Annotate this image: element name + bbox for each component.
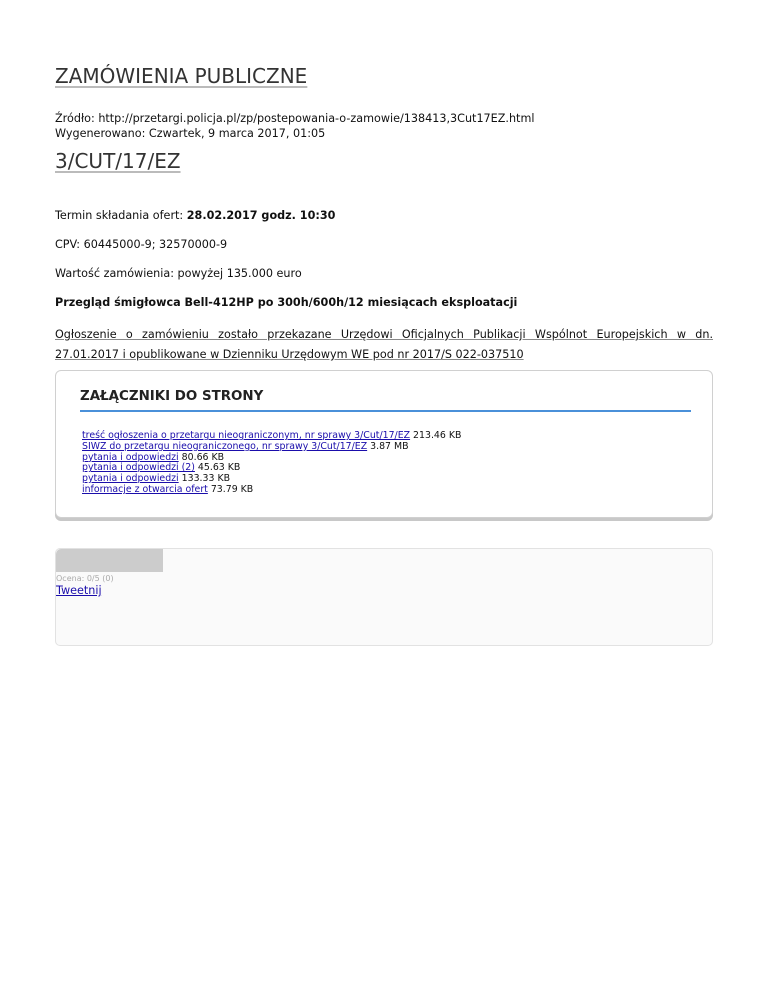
source-line: Źródło: http://przetargi.policja.pl/zp/postepowania-o-zamowie/138413,3Cut17EZ.html [55,112,535,125]
attachment-link[interactable]: pytania i odpowiedzi (2) [82,462,195,474]
tweet-link[interactable]: Tweetnij [56,584,102,597]
attachment-size: 45.63 KB [197,462,241,474]
cpv-line: CPV: 60445000-9; 32570000-9 [55,238,228,251]
generated-line: Wygenerowano: Czwartek, 9 marca 2017, 01:05 [55,127,326,140]
subject-line [55,296,517,309]
attachment-size: 73.79 KB [210,483,254,495]
attachment-link[interactable]: pytania i odpowiedzi [82,451,179,463]
publication-notice: Ogłoszenie o zamówieniu zostało przekazane Urzędowi Oficjalnych Publikacji Wspólnot Europejskich w dn. 27.01.2017 i opublikowane w Dzienniku Urzędowym WE pod nr 2017/S 022-037510 [55,328,713,361]
deadline-value: 28.02.2017 godz. 10:30 [186,209,336,222]
deadline-label: Termin składania ofert: [55,209,184,222]
rating-score: Ocena: 0/5 (0) [56,574,114,583]
attachment-link[interactable]: informacje z otwarcia ofert [82,483,208,495]
document-meta [55,111,534,141]
attachment-size: 133.33 KB [181,473,231,485]
deadline-line [55,209,335,222]
attachment-link[interactable]: SIWZ do przetargu nieograniczonego, nr sprawy 3/Cut/17/EZ [82,440,368,452]
attachment-size: 80.66 KB [181,451,225,463]
document-title: 3/CUT/17/EZ [55,149,181,173]
rating-stars-bar[interactable] [56,549,163,572]
attachments-divider [80,410,691,412]
attachment-size: 3.87 MB [370,440,409,452]
attachment-link[interactable]: pytania i odpowiedzi [82,473,179,485]
attachments-title: ZAŁĄCZNIKI DO STRONY [80,389,264,404]
rating-panel [55,548,713,646]
attachment-size: 213.46 KB [413,430,462,441]
attachment-item [82,485,461,496]
site-title: ZAMÓWIENIA PUBLICZNE [55,64,308,88]
attachment-link[interactable]: treść ogłoszenia o przetargu nieograniczonym, nr sprawy 3/Cut/17/EZ [82,430,411,441]
value-line: Wartość zamówienia: powyżej 135.000 euro [55,267,302,280]
subject-text: Przegląd śmigłowca Bell-412HP po 300h/600h/12 miesiącach eksploatacji [55,296,518,309]
attachments-panel [55,370,713,518]
attachments-list [82,431,461,496]
